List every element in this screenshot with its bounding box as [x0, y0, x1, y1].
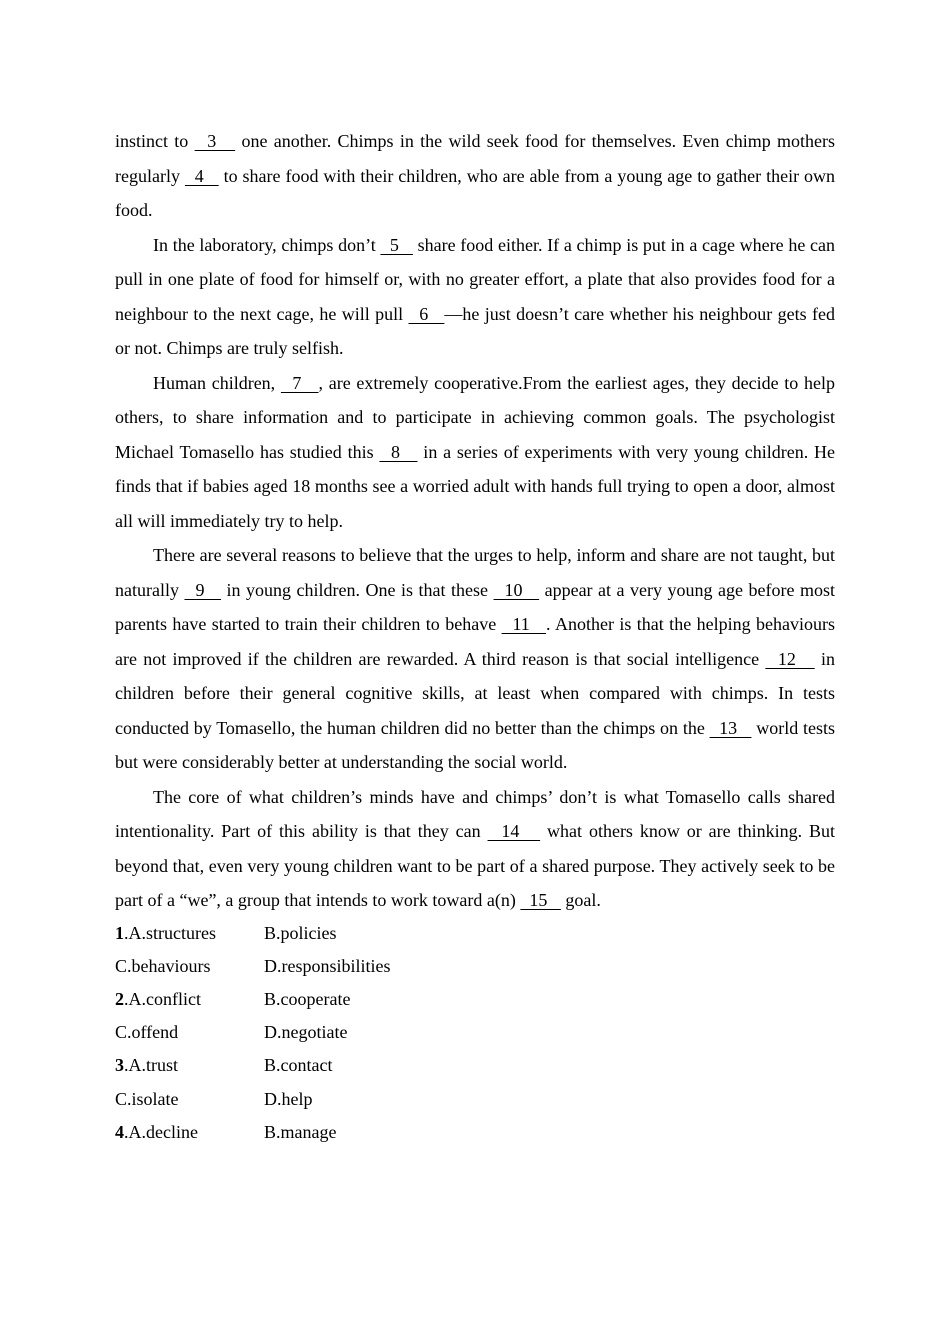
option-row [115, 950, 835, 983]
option-choice[interactable]: C.isolate [115, 1088, 179, 1109]
passage-text: —he just doesn’t care whether his neighbour gets fed or not. Chimps are truly selfish. [115, 303, 835, 358]
passage-text: appear at a very young age before most parents have started to train their children to behave [115, 579, 836, 634]
option-row: 3.A.trust B.contact [115, 1049, 835, 1082]
passage [115, 124, 835, 918]
passage-text: , are extremely cooperative.From the earliest ages, they decide to help others, to share information and to participate in achieving common goals. The psychologist Michael Tomasello has studied this [115, 372, 836, 462]
option-choice[interactable]: C.offend [115, 1022, 179, 1043]
option-choice[interactable]: A.trust [128, 1055, 178, 1076]
passage-text: . Another is that the helping behaviours are not improved if the children are rewarded. A third reason is that social intelligence [115, 614, 835, 669]
option-choice[interactable]: A.conflict [128, 988, 201, 1009]
option-row: 4.A.decline B.manage [115, 1116, 835, 1149]
option-row: 1.A.structures B.policies [115, 917, 835, 950]
passage-text: There are several reasons to believe that the urges to help, inform and share are not taught, but naturally [115, 545, 835, 600]
answer-blank: 5 [380, 234, 413, 255]
answer-blank: 9 [184, 579, 222, 600]
passage-text: instinct to [115, 131, 195, 151]
option-choice[interactable]: C.behaviours [115, 955, 211, 976]
passage-text: what others know or are thinking. But beyond that, even very young children want to be part of a shared purpose. They actively seek to be part of a “we”, a group that intends to work toward a(n) [115, 821, 835, 910]
passage-text: Human children, [153, 372, 281, 393]
passage-text: The core of what children’s minds have and chimps’ don’t is what Tomasello calls shared intentionality. Part of this ability is that they can [115, 786, 835, 841]
option-row: 2.A.conflict B.cooperate [115, 983, 835, 1016]
option-choice[interactable]: D.help [264, 1088, 313, 1109]
answer-blank: 7 [280, 372, 319, 393]
question-number: 2 [115, 988, 124, 1009]
option-choice[interactable]: D.responsibilities [264, 955, 391, 976]
option-choice[interactable]: B.manage [264, 1121, 337, 1142]
passage-text: in young children. One is that these [221, 579, 494, 600]
passage-paragraph [115, 366, 835, 539]
passage-text: In the laboratory, chimps don’t [153, 234, 381, 255]
option-row [115, 1083, 835, 1116]
passage-text: world tests but were considerably better at understanding the social world. [115, 717, 836, 772]
passage-text: one another. Chimps in the wild seek food for themselves. Even chimp mothers regularly [115, 131, 836, 186]
option-choice[interactable]: B.contact [264, 1055, 333, 1076]
answer-blank: 4 [184, 165, 219, 186]
question-options [115, 917, 835, 1149]
passage-paragraph [115, 780, 835, 918]
option-choice[interactable]: D.negotiate [264, 1022, 348, 1043]
answer-blank: 14 [487, 821, 541, 841]
option-choice[interactable]: A.decline [128, 1121, 198, 1142]
answer-blank: 10 [493, 579, 540, 600]
passage-paragraph [115, 538, 835, 780]
answer-blank: 3 [194, 131, 236, 151]
question-number: 4 [115, 1121, 124, 1142]
option-choice[interactable]: B.cooperate [264, 988, 351, 1009]
passage-text: to share food with their children, who are able from a young age to gather their own food. [115, 165, 836, 220]
answer-blank: 6 [408, 303, 445, 324]
passage-text: in children before their general cognitive skills, at least when compared with chimps. In tests conducted by Tomasello, the human children did no better than the chimps on the [115, 648, 835, 738]
passage-text: goal. [560, 890, 601, 910]
answer-blank: 8 [379, 441, 418, 462]
passage-text: in a series of experiments with very young children. He finds that if babies aged 18 months see a worried adult with hands full trying to open a door, almost all will immediately try to help. [115, 441, 836, 531]
passage-paragraph [115, 228, 835, 366]
answer-blank: 12 [765, 648, 815, 669]
passage-paragraph [115, 124, 835, 228]
option-choice[interactable]: B.policies [264, 922, 337, 943]
document-page [115, 124, 835, 1149]
answer-blank: 11 [501, 614, 547, 634]
question-number: 1 [115, 922, 124, 943]
option-row [115, 1016, 835, 1049]
option-choice[interactable]: A.structures [128, 922, 216, 943]
answer-blank: 13 [709, 717, 752, 738]
question-number: 3 [115, 1055, 124, 1076]
answer-blank: 15 [520, 890, 561, 910]
passage-text: share food either. If a chimp is put in a cage where he can pull in one plate of food for himself or, with no greater effort, a plate that also provides food for a neighbour to the next cage, he will pull [115, 234, 836, 324]
